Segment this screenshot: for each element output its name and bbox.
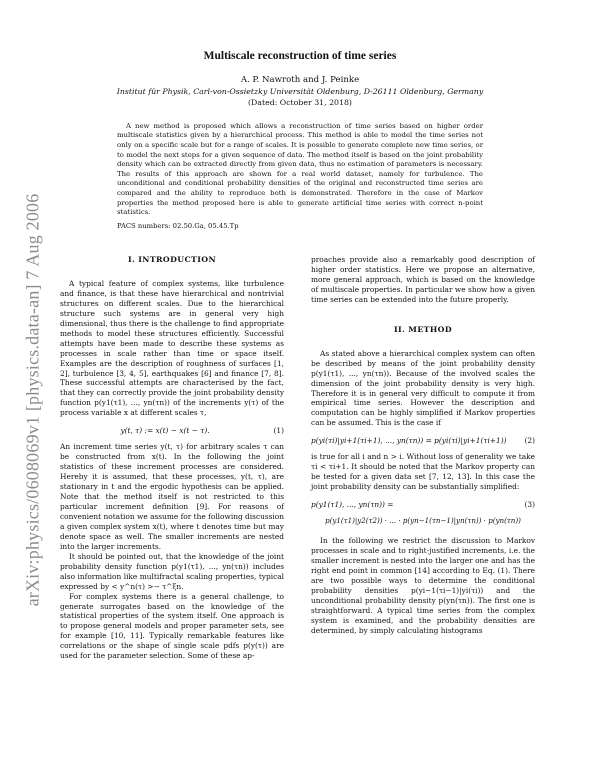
- method-paragraph-1: As stated above a hierarchical complex system can often be described by means of the joint probability density p(y1(τ1), ..., yn(τn)). Because of the involved scales the dimension of the joint probability density is very high. Therefore it is in general very difficult to compute it from empirical time series. However the description and computation can be highly simplified if Markov properties can be assumed. This is the case if: [311, 348, 535, 428]
- equation-1-body: y(t, τ) := x(t) − x(t − τ).: [120, 426, 210, 436]
- equation-3-lhs: p(y1(τ1), ..., yn(τn)) =: [311, 500, 394, 510]
- intro-paragraph-2: An increment time series y(t, τ) for arbitrary scales τ can be constructed from x(t). In the following the joint statistics of these increment processes are considered. Hereby it is assumed, that these processes, y(t, τ), are stationary in t and the ergodic hypothesis can be applied. Note that the method itself is not restricted to this particular increment definition [9]. For reasons of convenient notation we assume for the following discussion a given complex system x(t), where t denotes time but may denote space as well. The smaller increments are nested into the larger increments.: [60, 442, 284, 551]
- section-heading-method: II. METHOD: [393, 324, 453, 334]
- arxiv-sidebar: [22, 150, 44, 650]
- equation-1-number: (1): [273, 426, 284, 436]
- section-heading-introduction: I. INTRODUCTION: [127, 255, 217, 264]
- method-paragraph-2: is true for all i and n > i. Without loss of generality we take τi < τi+1. It should be noted that the Markov property can be tested for a given data set [7, 12, 13]. In this case the joint probability density can be substantially simplified:: [311, 452, 535, 492]
- equation-2-body: p(yi(τi)|yi+1(τi+1), ..., yn(τn)) = p(yi(τi)|yi+1(τi+1)): [311, 436, 507, 446]
- paper-affiliation: Institut für Physik, Carl-von-Ossietzky Universität Oldenburg, D-26111 Oldenburg, Germany: [116, 87, 484, 96]
- equation-3: [311, 500, 535, 510]
- equation-1: [60, 426, 284, 436]
- intro-paragraph-4: For complex systems there is a general challenge, to generate surrogates based on the knowledge of the statistical properties of the system itself. One approach is to propose general models and proper parameter sets, see for example [10, 11]. Typically remarkable features like correlations or the shape of single scale pdfs p(y(τ)) are used for the parameter selection. Some of these ap-: [60, 591, 284, 661]
- equation-3-number: (3): [524, 500, 535, 510]
- arxiv-identifier: arXiv:physics/0608069v1 [physics.data-an] 7 Aug 2006: [22, 193, 43, 607]
- paper-date: (Dated: October 31, 2018): [248, 98, 352, 107]
- left-column: [60, 255, 284, 661]
- equation-2-number: (2): [524, 436, 535, 446]
- paper-authors: A. P. Nawroth and J. Peinke: [240, 75, 360, 85]
- right-column: [311, 255, 535, 636]
- equation-3-rhs: p(y1(τ1)|y2(τ2)) · ... · p(yn−1(τn−1)|yn(τn)) · p(yn(τn)): [325, 516, 521, 526]
- intro-paragraph-3: It should be pointed out, that the knowledge of the joint probability density function p(y1(τ1), ..., yn(τn)) includes also information like multifractal scaling properties, typical expressed by < y^n(τ) >∼ τ^ξn.: [60, 551, 284, 591]
- intro-paragraph-1: A typical feature of complex systems, like turbulence and finance, is that these have hierarchical and nontrivial structures on different scales. Due to the hierarchical structure such systems are in general very high dimensional, thus there is the challenge to find appropriate methods to model these structures efficiently. Successful attempts have been made to describe these systems as processes in scale rather than time or space itself. Examples are the description of roughness of surfaces [1, 2], turbulence [3, 4, 5], earthquakes [6] and finance [7, 8]. These successful attempts are characterised by the fact, that they can correctly provide the joint probability density function p(y1(τ1), ..., yn(τn)) of the increments y(τ) of the process variable x at different scales τ,: [60, 278, 284, 418]
- intro-paragraph-continued: proaches provide also a remarkably good description of higher order statistics. Here we propose an alternative, more general approach, which is based on the knowledge of multiscale properties. In particular we show how a given time series can be extended into the future properly.: [311, 255, 535, 304]
- abstract: A new method is proposed which allows a reconstruction of time series based on higher order multiscale statistics given by a hierarchical process. This method is able to model the time series not only on a specific scale but for a range of scales. It is possible to generate complete new time series, or to model the next steps for a given sequence of data. The method itself is based on the joint probability density which can be extracted directly from given data, thus no estimation of parameters is necessary. The results of this approach are shown for a real world dataset, namely for turbulence. The unconditional and conditional probability densities of the original and reconstructed time series are compared and the ability to reproduce both is demonstrated. Therefore in the case of Markov properties the method proposed here is able to generate artificial time series with correct n-point statistics.: [117, 121, 483, 217]
- equation-2: [311, 436, 535, 446]
- pacs-numbers: PACS numbers: 02.50.Ga, 05.45.Tp: [117, 222, 239, 230]
- method-paragraph-3: In the following we restrict the discussion to Markov processes in scale and to right-justified increments, i.e. the smaller increment is nested into the larger one and has the right end point in common [14] according to Eq. (1). There are two possible ways to determine the conditional probability densities p(yi−1(τi−1)|yi(τi)) and the unconditional probability density p(yn(τn)). The first one is straightforward. A typical time series from the complex system is examined, and the probability densities are determined, by simply calculating histograms: [311, 536, 535, 635]
- paper-title: Multiscale reconstruction of time series: [203, 50, 397, 62]
